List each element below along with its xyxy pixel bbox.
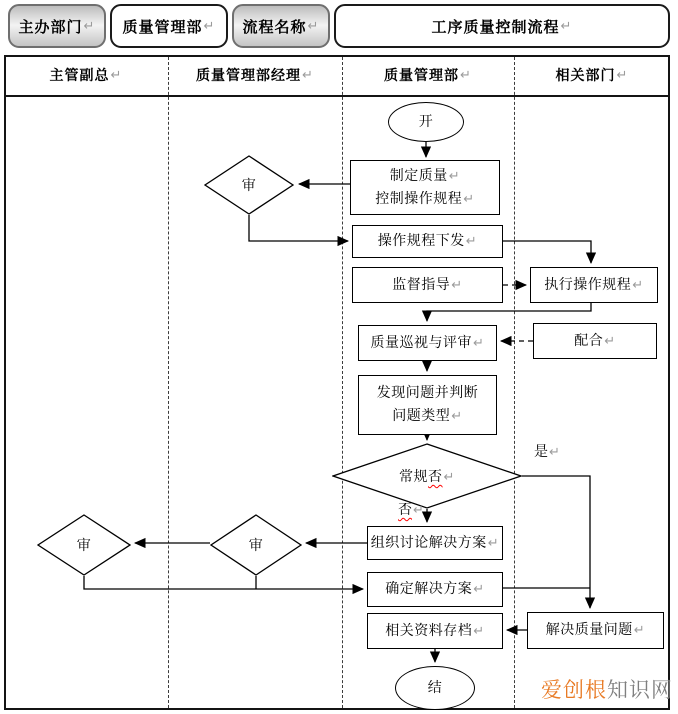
node-label: 监督指导 (392, 276, 451, 293)
header-label: 质量管理部 (122, 17, 203, 36)
arrow-execute-to-patrol (427, 303, 591, 321)
node-quality-patrol-review (358, 325, 497, 361)
lane-label: 主管副总 (49, 68, 110, 84)
return-mark: ↵ (633, 623, 646, 639)
node-label: 解决质量问题 (545, 622, 633, 639)
watermark-suffix: 知识网 (607, 678, 673, 702)
node-label: 制定质量 (389, 167, 448, 184)
node-start-terminator (388, 102, 464, 142)
return-mark: ↵ (632, 277, 644, 293)
node-routine-decision (332, 443, 522, 509)
return-mark: ↵ (463, 191, 475, 207)
arrow-review-to-issue (249, 215, 348, 241)
node-review-decision-vp (37, 514, 131, 576)
node-draft-procedure (350, 160, 500, 215)
return-mark: ↵ (83, 18, 96, 34)
node-line (390, 165, 460, 188)
return-mark: ↵ (549, 445, 560, 460)
lane-label: 相关部门 (555, 68, 616, 84)
node-cooperate (533, 323, 657, 359)
node-review-decision-manager (210, 514, 302, 576)
return-mark: ↵ (307, 18, 320, 34)
page-title: 工序质量控制流程 (431, 17, 560, 36)
routine-text: 常规 (399, 469, 429, 485)
node-label: 确定解决方案 (385, 581, 473, 598)
watermark-brand: 爱创根 (541, 678, 607, 702)
arrow-issue-to-execute (503, 241, 591, 263)
lane-label: 质量管理部 (384, 68, 460, 84)
node-label: 组织讨论解决方案 (370, 534, 487, 551)
header-cell-flow-name-value (334, 4, 670, 48)
return-mark: ↵ (413, 503, 424, 518)
node-label: 审 (248, 538, 264, 554)
return-mark: ↵ (473, 582, 485, 598)
header-label: 流程名称 (242, 17, 307, 36)
arrow-review-vp-to-decide (84, 576, 363, 589)
node-confirm-solution (367, 572, 503, 607)
return-mark: ↵ (302, 67, 314, 83)
node-label: 操作规程下发 (377, 233, 465, 250)
return-mark: ↵ (451, 277, 463, 293)
header-cell-host-dept-key (8, 4, 106, 48)
node-label: 相关资料存档 (385, 622, 473, 639)
node-label (399, 466, 455, 486)
node-label: 质量巡视与评审 (370, 334, 473, 351)
return-mark: ↵ (448, 168, 461, 184)
node-find-problem (358, 375, 497, 435)
return-mark: ↵ (560, 18, 573, 34)
node-label: 开 (418, 113, 434, 130)
node-label: 审 (76, 538, 92, 554)
node-discuss-solution (367, 526, 503, 560)
node-end-terminator (395, 666, 475, 710)
node-label: 审 (241, 178, 257, 194)
routine-no-text-misspelled: 否 (428, 469, 443, 485)
node-line (392, 405, 462, 428)
return-mark: ↵ (451, 408, 463, 424)
node-archive-documents (367, 613, 503, 649)
node-line (375, 188, 474, 211)
header-cell-flow-name-key (232, 4, 330, 48)
node-execute-procedure (530, 267, 658, 303)
return-mark: ↵ (203, 18, 216, 34)
return-mark: ↵ (473, 335, 485, 351)
return-mark: ↵ (487, 535, 500, 551)
node-label: 发现问题并判断 (376, 385, 479, 402)
header-label: 主办部门 (18, 17, 83, 36)
node-label: 配合 (574, 332, 604, 349)
node-solve-quality-problem (527, 612, 664, 649)
branch-label-no (398, 499, 424, 519)
site-watermark (541, 674, 673, 704)
node-review-decision-top (204, 155, 294, 215)
no-text-misspelled: 否 (398, 502, 412, 518)
return-mark: ↵ (460, 67, 472, 83)
header-cell-host-dept-value (110, 4, 228, 48)
node-label: 结 (427, 679, 443, 696)
node-issue-procedure (352, 225, 503, 258)
node-label: 控制操作规程 (375, 190, 463, 207)
node-label: 问题类型 (392, 407, 451, 424)
return-mark: ↵ (616, 67, 629, 83)
return-mark: ↵ (465, 234, 478, 250)
branch-label-yes (534, 441, 560, 461)
return-mark: ↵ (443, 470, 455, 485)
yes-text: 是 (534, 444, 548, 460)
node-label: 执行操作规程 (544, 276, 632, 293)
return-mark: ↵ (604, 333, 616, 349)
return-mark: ↵ (110, 67, 123, 83)
return-mark: ↵ (473, 623, 485, 639)
lane-label: 质量管理部经理 (196, 68, 302, 84)
node-line (377, 382, 479, 404)
node-supervise-guide (352, 267, 503, 303)
